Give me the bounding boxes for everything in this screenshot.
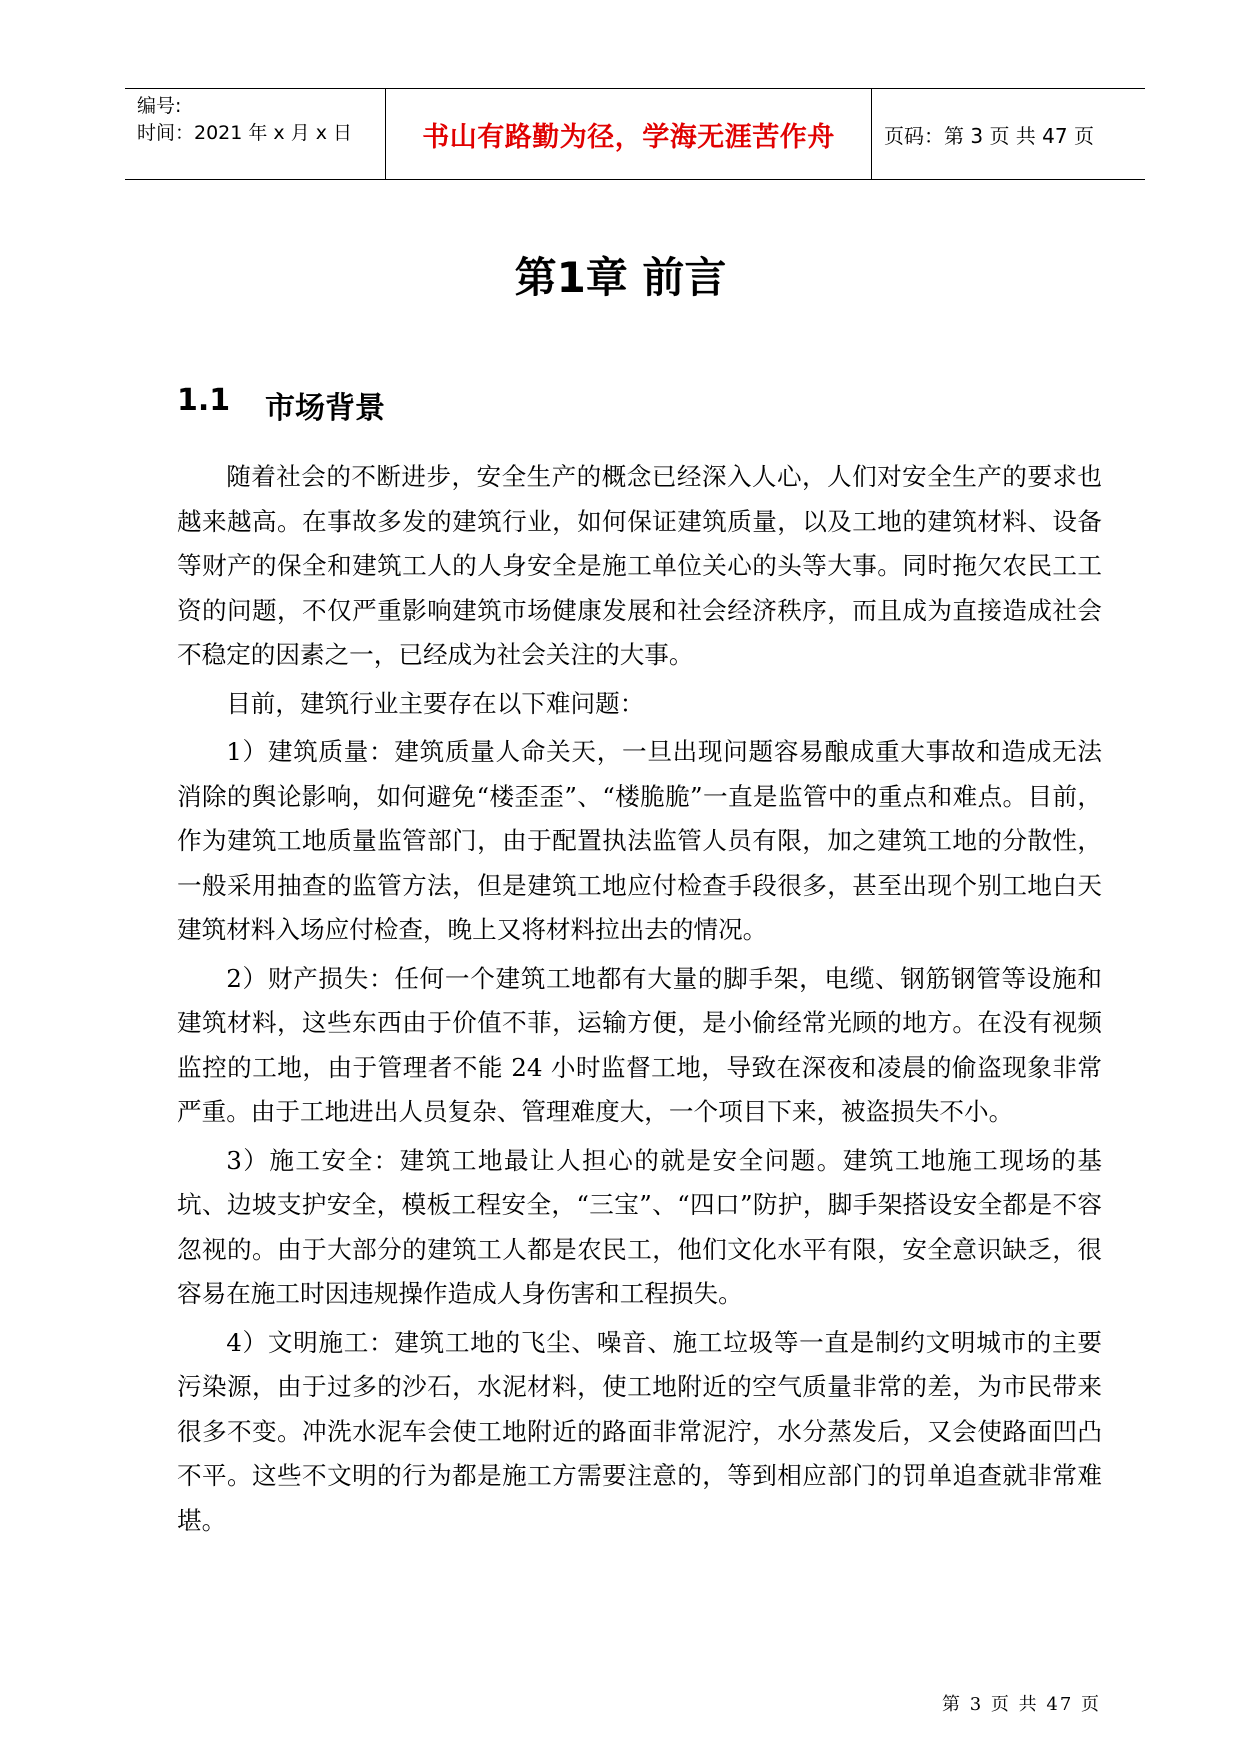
- paragraph: 2）财产损失：任何一个建筑工地都有大量的脚手架，电缆、钢筋钢管等设施和建筑材料，这些东西由于价值不菲，运输方便，是小偷经常光顾的地方。在没有视频监控的工地，由于管理者不能 24 小时监督工地，导致在深夜和凌晨的偷盗现象非常严重。由于工地进出人员复杂、管理难度大，一个项目下来，被盗损失不小。: [177, 963, 1102, 1126]
- body-text: [177, 455, 1102, 1547]
- header-motto: 书山有路勤为径，学海无涯苦作舟: [422, 121, 835, 153]
- paragraph: 目前，建筑行业主要存在以下难问题：: [226, 688, 645, 718]
- header-motto-cell: [386, 89, 872, 179]
- chapter-title: 第1章 前言: [514, 253, 727, 302]
- paragraph: 4）文明施工：建筑工地的飞尘、噪音、施工垃圾等一直是制约文明城市的主要污染源，由于过多的沙石，水泥材料，使工地附近的空气质量非常的差，为市民带来很多不变。冲洗水泥车会使工地附近的路面非常泥泞，水分蒸发后，又会使路面凹凸不平。这些不文明的行为都是施工方需要注意的，等到相应部门的罚单追查就非常难堪。: [177, 1327, 1102, 1535]
- paragraph: 随着社会的不断进步，安全生产的概念已经深入人心，人们对安全生产的要求也越来越高。在事故多发的建筑行业，如何保证建筑质量，以及工地的建筑材料、设备等财产的保全和建筑工人的人身安全是施工单位关心的头等大事。同时拖欠农民工工资的问题，不仅严重影响建筑市场健康发展和社会经济秩序，而且成为直接造成社会不稳定的因素之一，已经成为社会关注的大事。: [177, 462, 1102, 669]
- document-number-label: 编号:: [137, 95, 182, 117]
- header-page-info: 页码：第 3 页 共 47 页: [884, 123, 1094, 148]
- header-page-cell: [872, 89, 1145, 179]
- paragraph: 3）施工安全：建筑工地最让人担心的就是安全问题。建筑工地施工现场的基坑、边坡支护安全，模板工程安全，“三宝”、“四口”防护，脚手架搭设安全都是不容忽视的。由于大部分的建筑工人都是农民工，他们文化水平有限，安全意识缺乏，很容易在施工时因违规操作造成人身伤害和工程损失。: [177, 1145, 1102, 1308]
- header-meta: [125, 89, 386, 179]
- section-heading: [177, 383, 385, 427]
- paragraph: 1）建筑质量：建筑质量人命关天，一旦出现问题容易酿成重大事故和造成无法消除的舆论影响，如何避免“楼歪歪”、“楼脆脆”一直是监管中的重点和难点。目前，作为建筑工地质量监管部门，由于配置执法监管人员有限，加之建筑工地的分散性，一般采用抽查的监管方法，但是建筑工地应付检查手段很多，甚至出现个别工地白天建筑材料入场应付检查，晚上又将材料拉出去的情况。: [177, 737, 1102, 944]
- section-number: 1.1: [177, 383, 231, 418]
- page-footer: 第 3 页 共 47 页: [942, 1694, 1101, 1715]
- document-time-label: 时间：2021 年 x 月 x 日: [137, 122, 353, 144]
- section-title: 市场背景: [265, 391, 385, 426]
- header-table: [125, 88, 1145, 180]
